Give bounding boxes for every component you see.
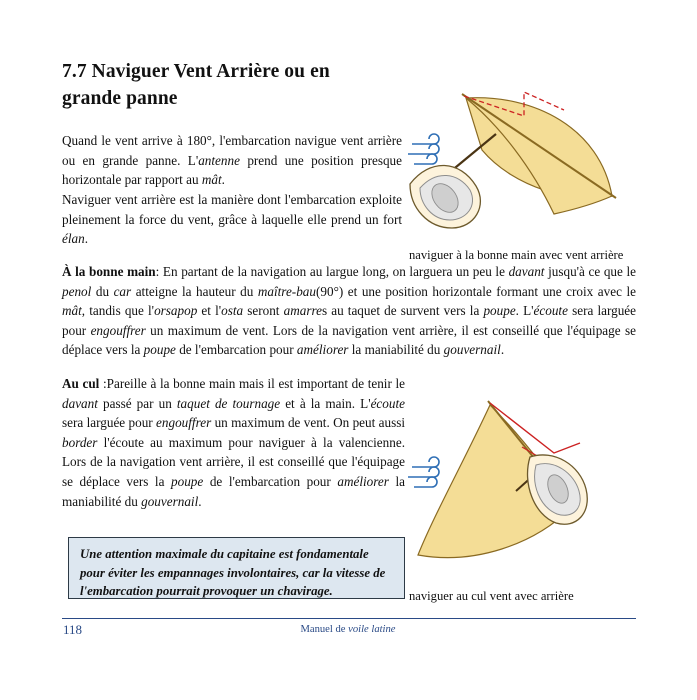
p4-i8: gouvernail bbox=[141, 493, 199, 509]
p4-i7: améliorer bbox=[337, 473, 389, 489]
p3-i2: penol bbox=[62, 283, 92, 299]
p3-t3: du bbox=[91, 283, 114, 299]
sailboat-diagram-2 bbox=[404, 395, 634, 585]
p4-i5: border bbox=[62, 434, 98, 450]
p1-text-3: . bbox=[221, 172, 225, 188]
p1-italic-antenne: antenne bbox=[198, 152, 240, 168]
footer-title-plain: Manuel de bbox=[300, 624, 349, 635]
p4-i4: engouffrer bbox=[156, 415, 212, 431]
p4-i6: poupe bbox=[171, 473, 204, 489]
paragraph-bonne-main bbox=[62, 262, 636, 360]
wind-icon bbox=[408, 457, 439, 487]
p3-bold-heading: À la bonne main bbox=[62, 264, 156, 279]
footer-book-title bbox=[248, 624, 448, 635]
p2-text-1: Naviguer vent arrière est la manière dont l'embarcation exploite pleinement la force du vent, grâce à laquelle elle prend un fort bbox=[62, 192, 402, 227]
p4-t7: de l'embarcation pour bbox=[203, 473, 338, 489]
p2-text-2: . bbox=[84, 231, 89, 247]
p4-i2: taquet de tournage bbox=[176, 395, 281, 411]
p3-t13: de l'embarcation pour bbox=[175, 342, 297, 358]
p4-t3: et à la main. L' bbox=[280, 395, 371, 411]
p3-i11: engouffrer bbox=[90, 322, 146, 338]
p4-t4: sera larguée pour bbox=[62, 415, 157, 431]
p3-t5: (90°) et une position horizontale formant une croix avec le bbox=[315, 283, 636, 299]
p1-text-2: prend une position presque horizontale par rapport au bbox=[62, 152, 402, 188]
p3-t2: jusqu'à ce que le bbox=[544, 264, 637, 279]
sailboat-diagram-1 bbox=[404, 76, 634, 246]
wind-icon bbox=[408, 134, 439, 164]
p1-text-1: Quand le vent arrive à 180°, l'embarcation navigue vent arrière ou en grande panne. L' bbox=[62, 133, 402, 168]
warning-callout bbox=[68, 537, 405, 599]
p3-t7: et l' bbox=[197, 303, 222, 319]
p4-i3: écoute bbox=[370, 395, 405, 411]
p4-t5: un maximum de vent. On peut aussi bbox=[211, 415, 406, 431]
p3-t8: seront bbox=[243, 303, 284, 319]
p3-t1: : En partant de la navigation au largue long, on larguera un peu le bbox=[155, 264, 509, 279]
paragraph-intro bbox=[62, 131, 402, 190]
p2-italic-elan: élan bbox=[62, 231, 85, 247]
p3-t9: s au taquet de survent vers la bbox=[321, 303, 484, 319]
p3-i10: écoute bbox=[533, 303, 568, 319]
page-title: 7.7 Naviguer Vent Arrière ou en grande panne bbox=[62, 61, 330, 109]
p3-t6: , tandis que l' bbox=[81, 303, 155, 319]
p4-t8: la maniabilité du bbox=[62, 473, 405, 509]
p3-i5: mât bbox=[62, 303, 82, 319]
callout-line-2: pour éviter les empannages involontaires, car la vitesse de bbox=[80, 565, 386, 580]
p3-t11: sera larguée pour bbox=[62, 303, 637, 338]
p3-i8: amarre bbox=[283, 303, 322, 319]
paragraph-downwind bbox=[62, 190, 402, 249]
page-number: 118 bbox=[63, 622, 83, 637]
p4-t6: l'écoute au maximum pour naviguer à la valencienne. Lors de la navigation vent arrière, il est conseillé que l'équipage se déplace vers la bbox=[62, 434, 405, 489]
p3-t12: un maximum de vent. Lors de la navigation vent arrière, il est conseillé que l'équipage se déplace vers la bbox=[62, 322, 636, 358]
p3-i6: orsapop bbox=[154, 303, 198, 319]
p3-t10: . L' bbox=[515, 303, 534, 319]
p3-t14: la maniabilité du bbox=[348, 342, 444, 358]
p4-t9: . bbox=[198, 493, 202, 509]
p4-t1: :Pareille à la bonne main mais il est important de tenir le bbox=[99, 376, 405, 391]
figure-au-cul bbox=[404, 395, 634, 590]
paragraph-au-cul bbox=[62, 374, 405, 511]
footer-title-italic: voile latine bbox=[348, 624, 396, 635]
p4-bold-heading: Au cul bbox=[62, 376, 100, 391]
p3-i4: maître-bau bbox=[257, 283, 316, 299]
p3-i13: améliorer bbox=[296, 342, 349, 358]
callout-line-1: Une attention maximale du capitaine est fondamentale bbox=[80, 547, 369, 561]
p3-t4: atteigne la hauteur du bbox=[131, 283, 258, 299]
p4-t2: passé par un bbox=[97, 395, 177, 411]
footer-divider bbox=[62, 618, 636, 619]
p3-i12: poupe bbox=[143, 342, 176, 358]
p1-italic-mat: mât bbox=[201, 172, 222, 188]
callout-line-3: l'embarcation pourrait provoquer un chavirage. bbox=[80, 584, 333, 598]
p3-i3: car bbox=[113, 283, 132, 299]
p3-i7: osta bbox=[221, 303, 244, 319]
figure-caption-2: naviguer au cul vent avec arrière bbox=[409, 589, 574, 603]
p4-i1: davant bbox=[62, 395, 98, 411]
figure-caption-1: naviguer à la bonne main avec vent arrière bbox=[409, 248, 624, 262]
p3-t15: . bbox=[500, 342, 505, 358]
p3-i9: poupe bbox=[483, 303, 516, 319]
figure-bonne-main bbox=[404, 76, 634, 251]
p3-i1: davant bbox=[508, 264, 545, 279]
p3-i14: gouvernail bbox=[443, 342, 501, 358]
